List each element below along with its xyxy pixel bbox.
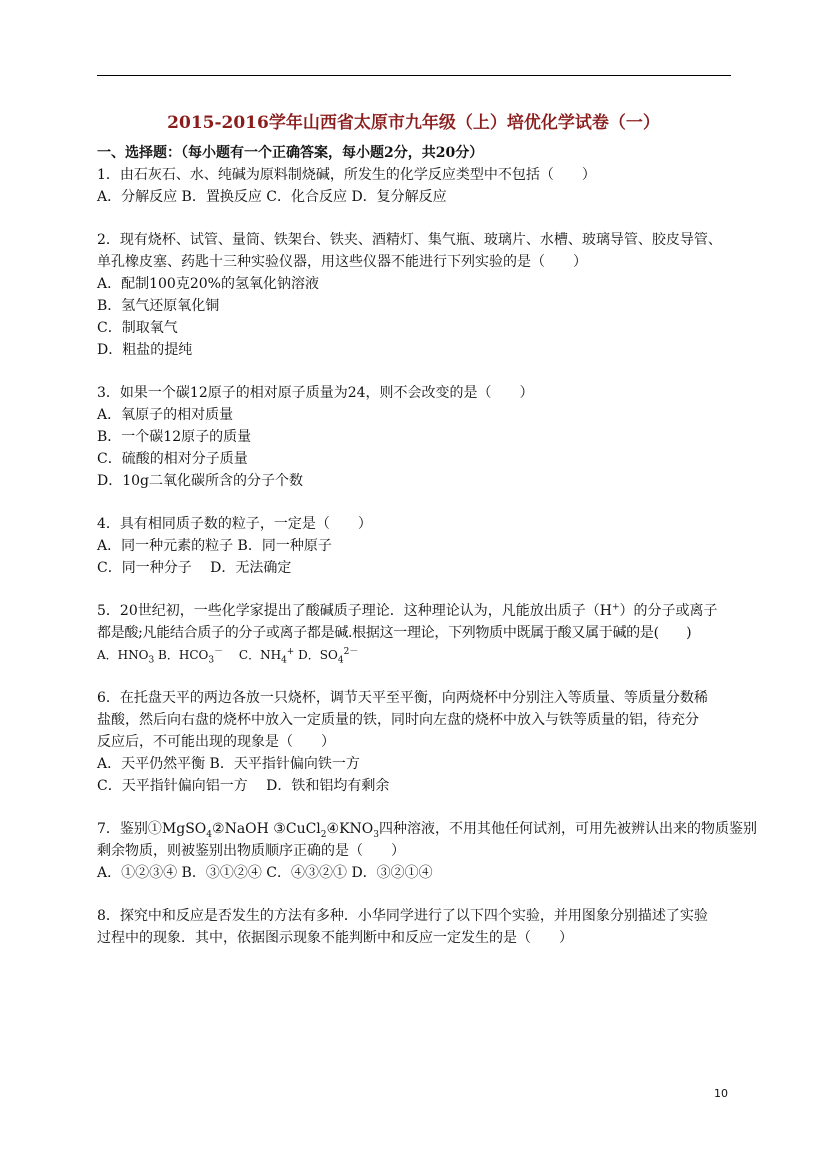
- question-3: [97, 382, 737, 492]
- exam-content: [97, 142, 757, 949]
- question-7: [97, 818, 757, 884]
- q1-stem: 1．由石灰石、水、纯碱为原料制烧碱，所发生的化学反应类型中不包括（ ）: [97, 167, 596, 183]
- q4-options-ab: A．同一种元素的粒子 B．同一种原子: [97, 538, 332, 554]
- header-rule: [97, 75, 731, 76]
- q4-options-cd: C．同一种分子 D．无法确定: [97, 560, 292, 576]
- q3-option-c: C．硫酸的相对分子质量: [97, 451, 248, 467]
- q3-option-a: A．氧原子的相对质量: [97, 407, 234, 423]
- q6-stem-line1: 6．在托盘天平的两边各放一只烧杯，调节天平至平衡，向两烧杯中分别注入等质量、等质量分数稀: [97, 690, 708, 706]
- q2-option-c: C．制取氧气: [97, 320, 178, 336]
- q5-stem-line2: 都是酸;凡能结合质子的分子或离子都是碱.根据这一理论，下列物质中既属于酸又属于碱的是( ): [97, 625, 692, 641]
- q8-stem-line1: 8．探究中和反应是否发生的方法有多种．小华同学进行了以下四个实验，并用图象分别描述了实验: [97, 908, 708, 924]
- question-2: [97, 229, 737, 361]
- q7-stem-line1: 7．鉴别①MgSO$_4$②NaOH $③CuCl_2④KNO_3$四种溶液，不用其他任何试剂，可用先被辨认出来的物质鉴别: [97, 821, 757, 840]
- q6-options-cd: C．天平指针偏向铝一方 D．铁和铝均有剩余: [97, 778, 390, 794]
- q3-option-b: B．一个碳12原子的质量: [97, 429, 252, 445]
- q2-stem-line1: 2．现有烧杯、试管、量筒、铁架台、铁夹、酒精灯、集气瓶、玻璃片、水槽、玻璃导管、胶皮导管、: [97, 232, 722, 248]
- q4-stem: 4．具有相同质子数的粒子，一定是（ ）: [97, 516, 372, 532]
- q5-options: A．$HNO_3$ B．$HCO_3^-$ C．$NH_4^+$ D．$SO_4^{2-}$: [97, 647, 359, 666]
- page-title: 2015-2016学年山西省太原市九年级（上）培优化学试卷（一）: [167, 113, 660, 133]
- q6-stem-line3: 反应后，不可能出现的现象是（ ）: [97, 734, 335, 750]
- q2-option-a: A．配制100克20%的氢氧化钠溶液: [97, 276, 319, 292]
- q2-option-b: B．氢气还原氧化铜: [97, 298, 220, 314]
- question-8: [97, 905, 737, 949]
- question-1: [97, 164, 737, 208]
- q6-stem-line2: 盐酸，然后向右盘的烧杯中放入一定质量的铁，同时向左盘的烧杯中放入与铁等质量的铝，待充分: [97, 712, 699, 728]
- page-number: 10: [714, 1087, 728, 1100]
- q8-stem-line2: 过程中的现象．其中，依据图示现象不能判断中和反应一定发生的是（ ）: [97, 930, 573, 946]
- question-5: [97, 600, 737, 666]
- question-6: [97, 687, 737, 797]
- q3-option-d: D．10g二氧化碳所含的分子个数: [97, 473, 304, 489]
- q7-stem-line2: 剩余物质，则被鉴别出物质顺序正确的是（ ）: [97, 843, 405, 859]
- q3-stem: 3．如果一个碳12原子的相对原子质量为24，则不会改变的是（ ）: [97, 385, 534, 401]
- q1-options: A．分解反应 B．置换反应 C．化合反应 D．复分解反应: [97, 189, 447, 205]
- q7-options: A．①②③④ B．③①②④ C．④③②① D．③②①④: [97, 865, 433, 881]
- q6-options-ab: A．天平仍然平衡 B．天平指针偏向铁一方: [97, 756, 360, 772]
- q5-stem-line1: 5．20世纪初，一些化学家提出了酸碱质子理论．这种理论认为，凡能放出质子（H+）的分子或离子: [97, 602, 718, 619]
- q2-option-d: D．粗盐的提纯: [97, 342, 193, 358]
- question-4: [97, 513, 737, 579]
- q2-stem-line2: 单孔橡皮塞、药匙十三种实验仪器，用这些仪器不能进行下列实验的是（ ）: [97, 254, 587, 270]
- section-heading: 一、选择题：（每小题有一个正确答案，每小题2分，共20分）: [97, 145, 484, 161]
